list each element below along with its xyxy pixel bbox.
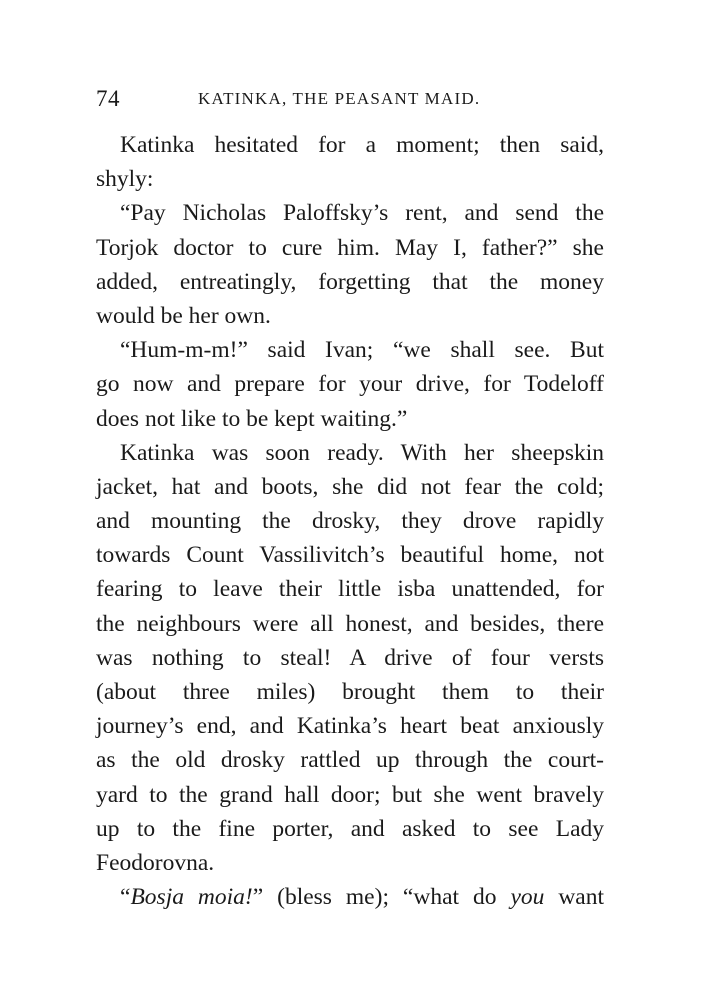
text-line: (about three miles) brought them to their [96, 679, 604, 705]
text-line: Feodorovna. [96, 849, 215, 876]
text-line: Katinka was soon ready. With her sheepskin [120, 439, 604, 466]
page-number: 74 [96, 86, 120, 111]
text-line: the neighbours were all honest, and besides, there [96, 610, 604, 637]
text-line: yard to the grand hall door; but she went bravely [96, 781, 604, 808]
italic-word: you [510, 884, 545, 911]
text-line-last [96, 880, 604, 914]
page-header [96, 86, 616, 116]
text-segment: ” (bless me); “what do [252, 884, 511, 911]
text-line: and mounting the drosky, they drove rapidly [96, 508, 604, 535]
text-line: up to the fine porter, and asked to see Lady [96, 815, 604, 842]
text-line: would be her own. [96, 302, 271, 329]
running-title: KATINKA, THE PEASANT MAID. [198, 89, 481, 108]
text-line: “Hum-m-m!” said Ivan; “we shall see. But [120, 337, 604, 364]
text-line: Torjok doctor to cure him. May I, father?” she [96, 234, 604, 261]
italic-phrase: Bosja moia! [130, 884, 253, 911]
text-line: go now and prepare for your drive, for Todeloff [96, 371, 604, 398]
text-line: towards Count Vassilivitch’s beautiful home, not [96, 542, 604, 569]
text-line: does not like to be kept waiting.” [96, 405, 408, 432]
text-line: Katinka hesitated for a moment; then said, [120, 132, 604, 158]
text-line: was nothing to steal! A drive of four versts [96, 644, 604, 671]
text-line: jacket, hat and boots, she did not fear the cold; [96, 473, 604, 500]
text-line: as the old drosky rattled up through the court- [96, 747, 604, 774]
text-line: “Pay Nicholas Paloffsky’s rent, and send the [120, 200, 604, 227]
text-line: journey’s end, and Katinka’s heart beat anxiously [96, 713, 604, 740]
text-line: shyly: [96, 166, 154, 193]
open-quote: “ [120, 884, 131, 911]
text-line: fearing to leave their little isba unattended, for [96, 576, 604, 603]
text-line: added, entreatingly, forgetting that the money [96, 268, 604, 295]
text-segment: want [544, 884, 605, 911]
body-text [96, 128, 604, 914]
